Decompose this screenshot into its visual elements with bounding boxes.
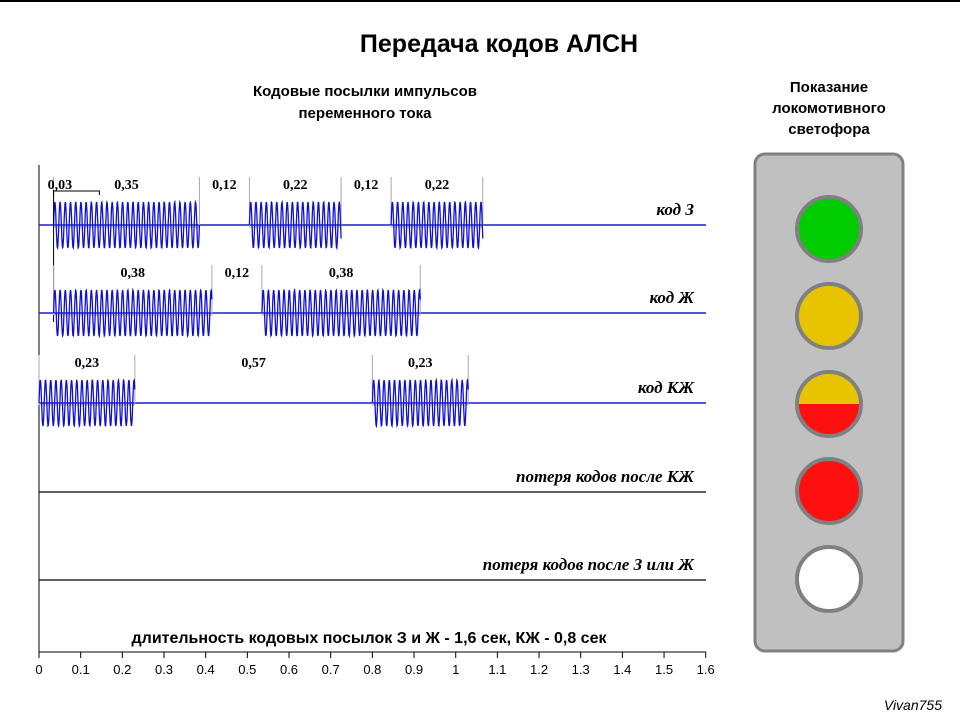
lamp-green [797,197,861,261]
duration-note: длительность кодовых посылок З и Ж - 1,6 сек, КЖ - 0,8 сек [131,630,607,647]
code-label: код З [656,200,694,219]
indicator-title-line1: Показание [789,79,869,96]
page-title: Передача кодов АЛСН [359,30,639,58]
x-axis-ticks [35,652,714,677]
indicator-title-line3: светофора [788,121,870,138]
x-tick-label: 0.8 [363,662,382,677]
x-tick-label: 0.7 [321,662,340,677]
duration-label: 0,57 [241,356,266,371]
code-rows [39,177,706,580]
x-tick-label: 1.3 [571,662,590,677]
duration-label: 0,35 [114,178,139,193]
x-tick-label: 0.4 [196,662,215,677]
lamp-white [797,547,861,611]
x-tick-label: 1.5 [655,662,674,677]
duration-label: 0,38 [328,266,354,281]
x-tick-label: 1 [452,662,460,677]
duration-label: 0,12 [224,266,250,281]
lamp-yellow [797,284,861,348]
x-tick-label: 1.1 [488,662,507,677]
x-tick-label: 0.6 [279,662,299,677]
x-tick-label: 0.3 [154,662,174,677]
code-label: код Ж [649,288,694,307]
indicator-title-line2: локомотивного [772,100,886,117]
x-tick-label: 0.5 [238,662,257,677]
duration-label: 0,12 [353,178,379,193]
x-tick-label: 0.1 [71,662,90,677]
x-tick-label: 1.4 [613,662,632,677]
code-row [39,467,706,492]
duration-label: 0,23 [408,356,433,371]
code-label: код КЖ [637,378,694,397]
lamp-red [797,459,861,523]
duration-label: 0,22 [283,178,308,193]
x-tick-label: 0.2 [113,662,132,677]
code-label: потеря кодов после КЖ [516,467,694,486]
duration-label: 0,03 [47,178,73,193]
duration-label: 0,38 [120,266,146,281]
x-tick-label: 1.2 [530,662,549,677]
duration-label: 0,22 [424,178,450,193]
duration-label: 0,12 [212,178,237,193]
code-row [39,555,706,580]
author-credit: Vivan755 [883,697,942,713]
code-label: потеря кодов после З или Ж [482,555,694,574]
code-row [39,265,706,336]
subtitle-line2: переменного тока [298,105,432,122]
duration-label: 0,23 [74,356,100,371]
code-row [39,355,706,426]
x-tick-label: 0 [35,662,43,677]
subtitle-line1: Кодовые посылки импульсов [253,83,477,100]
x-tick-label: 0.9 [404,662,424,677]
x-tick-label: 1.6 [696,662,715,677]
